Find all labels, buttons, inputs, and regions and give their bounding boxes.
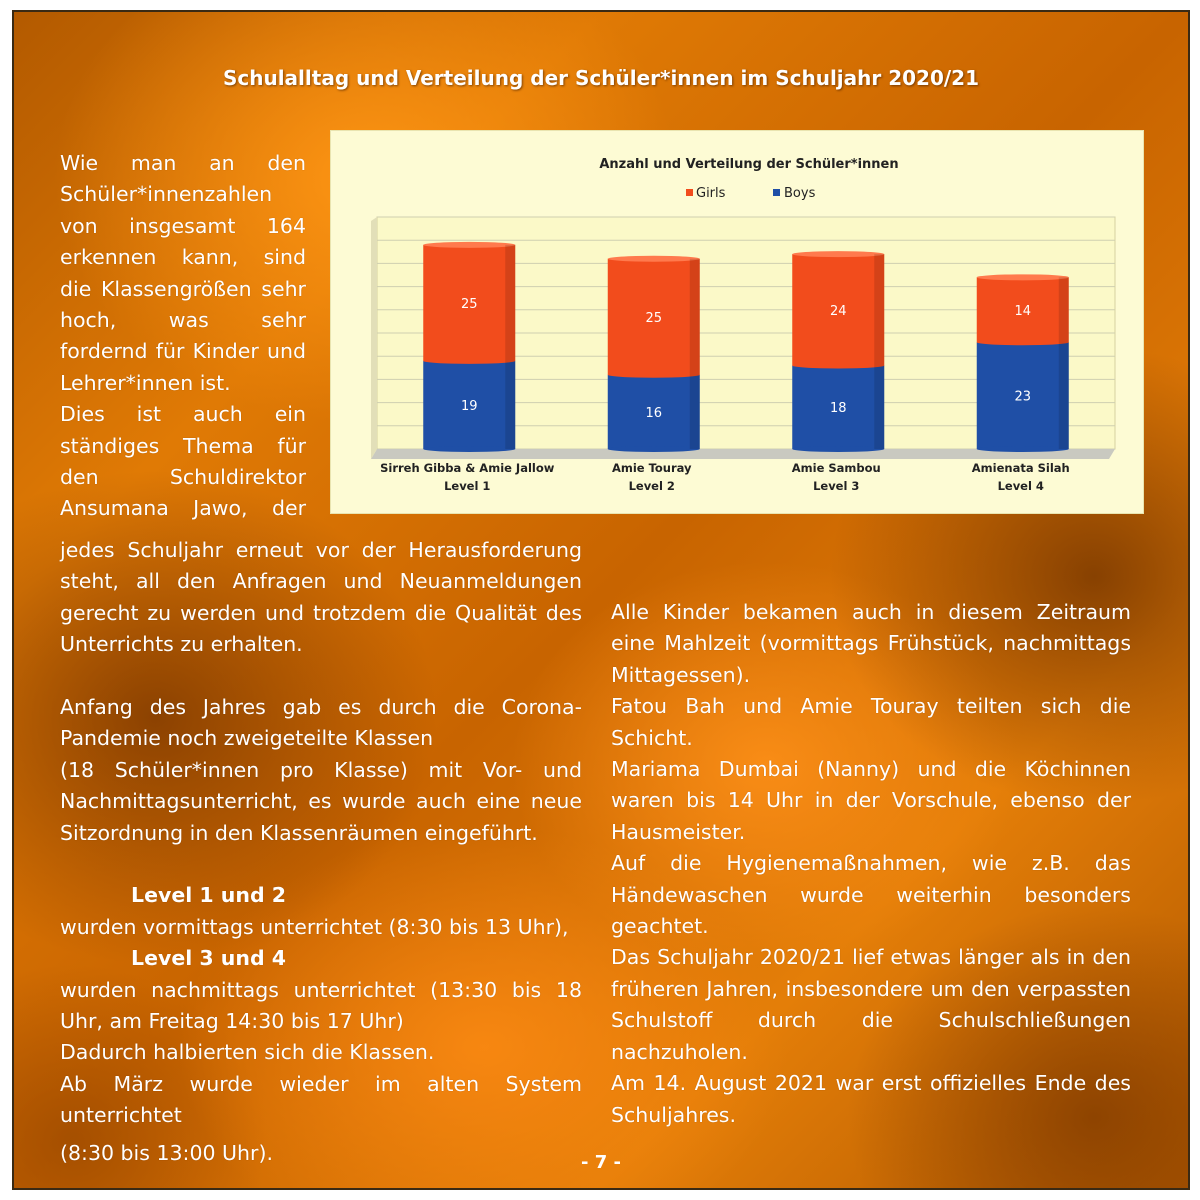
right-column [611, 597, 1131, 1131]
bar-base-boys [977, 446, 1069, 452]
page [12, 10, 1190, 1190]
data-label-girls: 25 [460, 296, 478, 312]
data-label-boys: 19 [460, 398, 478, 414]
data-label-boys: 18 [829, 401, 847, 417]
paragraph-halved-classes: Dadurch halbierten sich die Klassen. [60, 1040, 435, 1065]
x-tick-label-level: Level 1 [444, 479, 491, 493]
x-tick-label-name: Amienata Silah [971, 461, 1070, 475]
chart-title: Anzahl und Verteilung der Schüler*innen [599, 157, 899, 172]
heading-level-1-2: Level 1 und 2 [131, 883, 287, 908]
paragraph-level-3-4-times: wurden nachmittags unterrichtet (13:30 bis 18 Uhr, am Freitag 14:30 bis 17 Uhr) [60, 977, 582, 1034]
paragraph-level-1-2-times: wurden vormittags unterrichtet (8:30 bis 13 Uhr), [60, 914, 569, 939]
paragraph-meals: Alle Kinder bekamen auch in diesem Zeitraum eine Mahlzeit (vormittags Frühstück, nachmittags Mittagessen). [611, 600, 1131, 687]
bar-top-cap [977, 274, 1069, 280]
legend-boys-swatch [773, 189, 780, 196]
x-tick-label-level: Level 3 [813, 479, 860, 493]
chart-bar-3 [792, 251, 884, 452]
bar-top-cap [608, 256, 700, 262]
data-label-girls: 25 [645, 310, 663, 326]
bar-base-boys [792, 446, 884, 452]
chart-x-labels [380, 461, 1070, 493]
page-title: Schulalltag und Verteilung der Schüler*innen im Schuljahr 2020/21 [222, 66, 980, 90]
chart-side-wall [371, 217, 377, 459]
x-tick-label-name: Sirreh Gibba & Amie Jallow [380, 461, 555, 475]
paragraph-class-split: (18 Schüler*innen pro Klasse) mit Vor- und Nachmittagsunterricht, es wurde auch eine neue Sitzordnung in den Klassenräumen eingeführt. [60, 757, 582, 845]
left-column-bottom [60, 535, 582, 1169]
data-label-girls: 14 [1014, 303, 1032, 319]
data-label-girls: 24 [829, 303, 847, 319]
student-distribution-chart [331, 131, 1143, 513]
legend-girls-swatch [686, 189, 693, 196]
paragraph-corona-classes: Anfang des Jahres gab es durch die Corona-Pandemie noch zweigeteilte Klassen [60, 695, 582, 751]
paragraph-school-year: Das Schuljahr 2020/21 lief etwas länger als in den früheren Jahren, insbesondere um den verpassten Schulstoff durch die Schulschließungen nachzuholen. [611, 945, 1131, 1064]
data-label-boys: 23 [1014, 389, 1032, 405]
x-tick-label-name: Amie Sambou [791, 461, 881, 475]
paragraph-nanny: Mariama Dumbai (Nanny) und die Köchinnen waren bis 14 Uhr in der Vorschule, ebenso der Hausmeister. [611, 757, 1131, 844]
paragraph-march-times: (8:30 bis 13:00 Uhr). [60, 1140, 273, 1165]
paragraph-shift: Fatou Bah und Amie Touray teilten sich die Schicht. [611, 694, 1131, 750]
chart-legend [686, 186, 816, 201]
heading-level-3-4: Level 3 und 4 [131, 946, 287, 971]
data-label-boys: 16 [645, 405, 663, 421]
paragraph-march-system: Ab März wurde wieder im alten System unterrichtet [60, 1071, 582, 1128]
chart-bar-2 [608, 256, 700, 452]
legend-boys-label: Boys [784, 186, 816, 201]
chart-bar-4 [977, 274, 1069, 452]
bar-base-boys [608, 446, 700, 452]
paragraph-principal-start: Dies ist auch ein ständiges Thema für den Schuldirektor Ansumana Jawo, der [60, 402, 306, 521]
bar-boundary [423, 358, 515, 364]
paragraph-end-date: Am 14. August 2021 war erst offizielles Ende des Schuljahres. [611, 1071, 1131, 1127]
bar-shade [690, 259, 700, 449]
bar-shade [1059, 277, 1069, 449]
bar-boundary [608, 372, 700, 378]
chart-plot-area [371, 217, 1115, 459]
legend-girls-label: Girls [696, 186, 726, 201]
x-tick-label-name: Amie Touray [611, 461, 692, 475]
bar-boundary [792, 362, 884, 368]
bar-shade [874, 254, 884, 449]
bar-base-boys [423, 446, 515, 452]
x-tick-label-level: Level 4 [997, 479, 1044, 493]
chart-box [330, 130, 1144, 514]
x-tick-label-level: Level 2 [628, 479, 675, 493]
page-number: - 7 - [581, 1152, 621, 1173]
bar-top-cap [792, 251, 884, 257]
left-column-top [60, 148, 306, 525]
paragraph-principal-end: jedes Schuljahr erneut vor der Herausforderung steht, all den Anfragen und Neuanmeldungen gerecht zu werden und trotzdem die Qualität des Unterrichts zu erhalten. [60, 538, 582, 657]
paragraph-hygiene: Auf die Hygienemaßnahmen, wie z.B. das Händewaschen wurde weiterhin besonders geachtet. [611, 851, 1131, 939]
paragraph-class-sizes: Wie man an den Schüler*innenzahlen von insgesamt 164 erkennen kann, sind die Klassengrößen sehr hoch, was sehr fordernd für Kinder und Lehrer*innen ist. [60, 151, 306, 395]
chart-bar-1 [423, 242, 515, 452]
bar-shade [505, 245, 515, 449]
bar-top-cap [423, 242, 515, 248]
bar-boundary [977, 339, 1069, 345]
